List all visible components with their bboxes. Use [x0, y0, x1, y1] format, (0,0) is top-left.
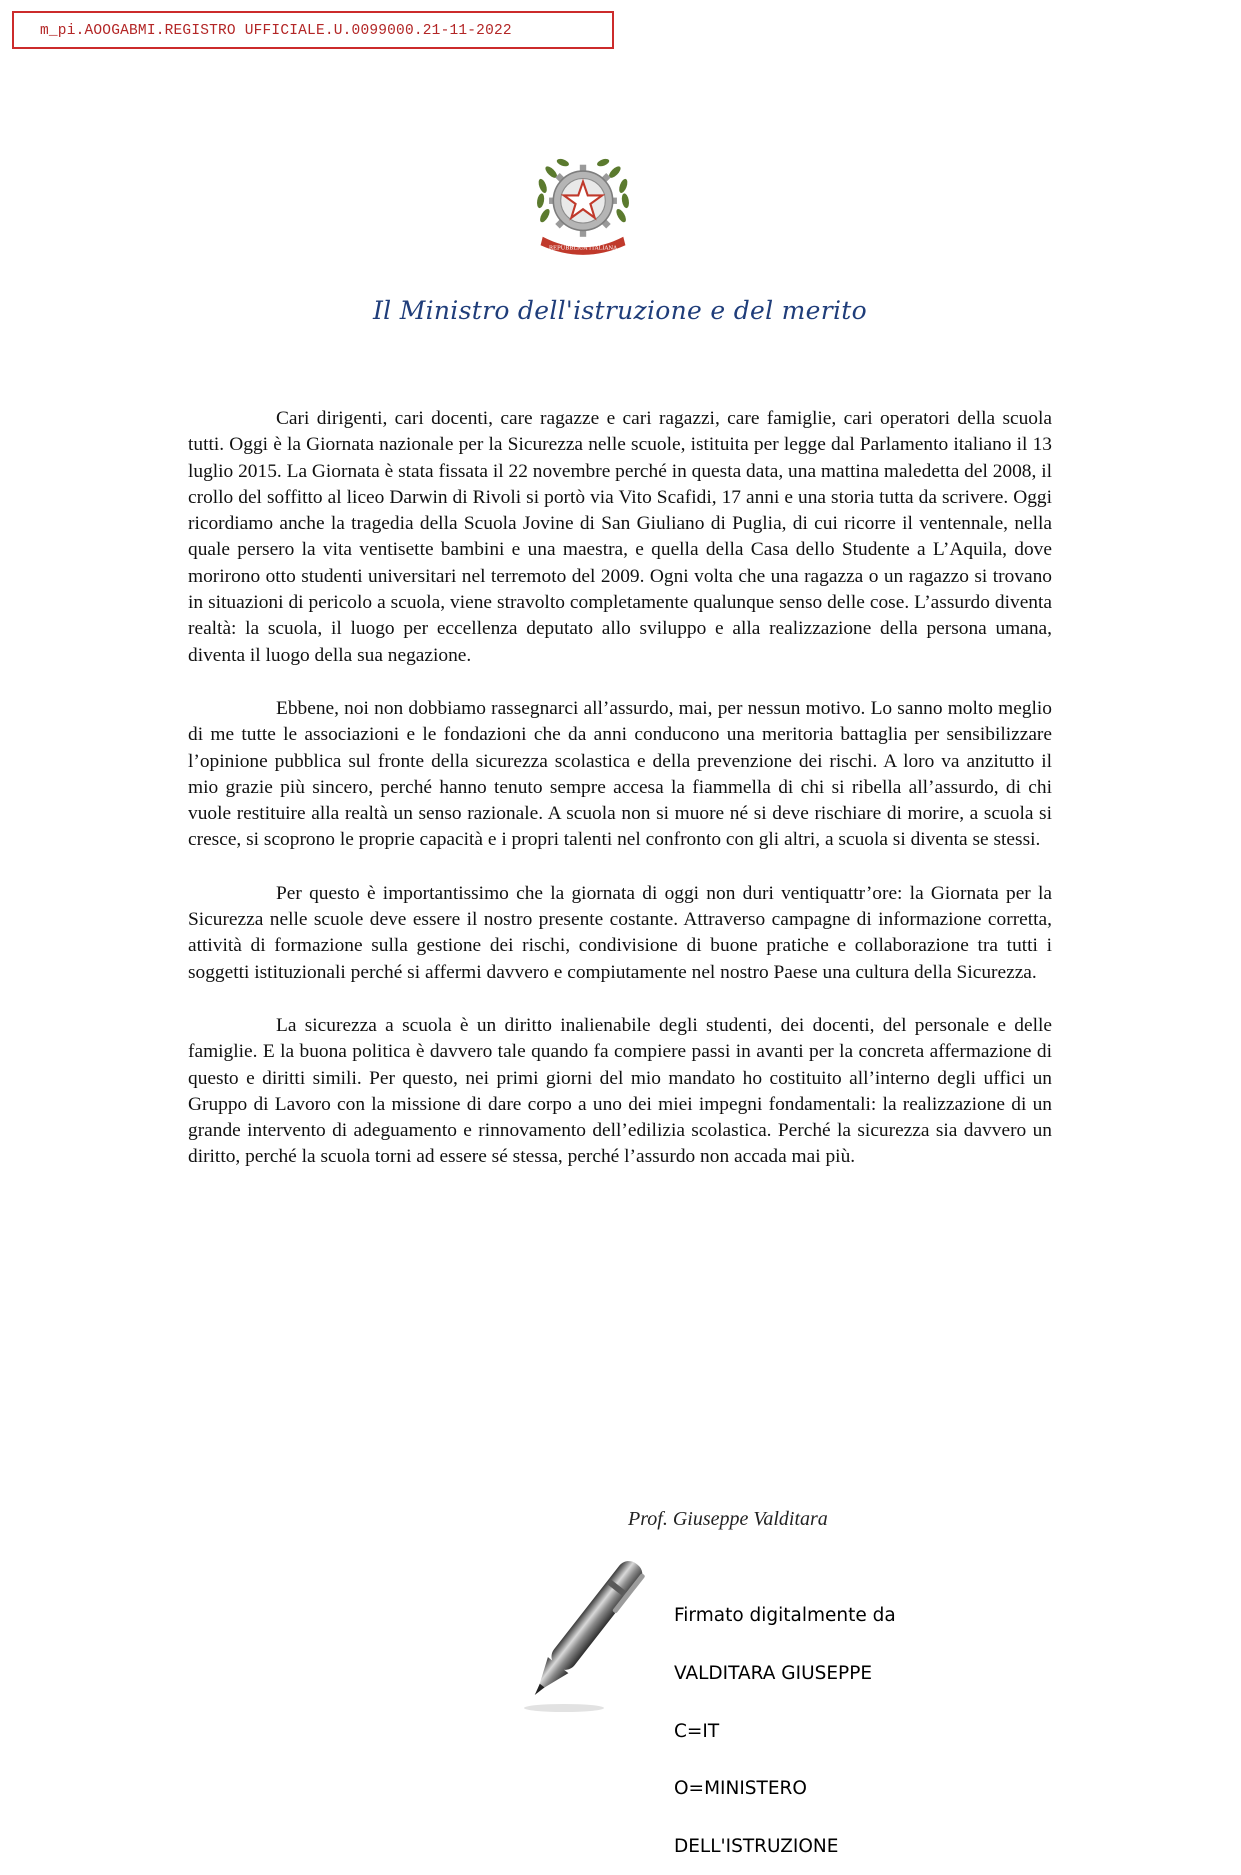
letter-paragraph: La sicurezza a scuola è un diritto inalienabile degli studenti, dei docenti, del personale e delle famiglie. E la buona politica è davvero tale quando fa compiere passi in avanti per la concreta affermazione di questo e diritti simili. Per questo, nei primi giorni del mio mandato ho costituito all’interno degli uffici un Gruppo di Lavoro con la missione di dare corpo a uno dei miei impegni fondamentali: la realizzazione di un grande intervento di adeguamento e rinnovamento dell’edilizia scolastica. Perché la sicurezza sia davvero un diritto, perché la scuola torni ad essere sé stessa, perché l’assurdo non accada mai più. — [188, 1014, 1052, 1168]
emblem-ribbon-text: REPUBBLICA ITALIANA — [548, 245, 618, 252]
pen-icon — [508, 1550, 660, 1715]
digital-signature-country: C=IT — [674, 1720, 720, 1742]
protocol-stamp: m_pi.AOOGABMI.REGISTRO UFFICIALE.U.0099000.21-11-2022 — [12, 11, 614, 49]
digital-signature-name: VALDITARA GIUSEPPE — [674, 1663, 873, 1685]
digital-signature-org-cont: DELL'ISTRUZIONE — [674, 1835, 839, 1857]
repubblica-italiana-emblem-icon — [530, 152, 636, 258]
digital-signature-org: O=MINISTERO — [674, 1778, 807, 1800]
ministry-heading: Il Ministro dell'istruzione e del merito — [372, 296, 867, 325]
letter-paragraph: Ebbene, noi non dobbiamo rassegnarci all’assurdo, mai, per nessun motivo. Lo sanno molto meglio di me tutte le associazioni e le fondazioni che da anni conducono una meritoria battaglia per sensibilizzare l’opinione pubblica sul fronte della sicurezza scolastica e della prevenzione dei rischi. A loro va anzitutto il mio grazie più sincero, perché hanno tenuto sempre accesa la fiammella di chi si ribella all’assurdo, di chi vuole restituire alla realtà un senso razionale. A scuola non si muore né si deve rischiare di morire, a scuola si cresce, si scoprono le proprie capacità e i propri talenti nel confronto con gli altri, a scuola si diventa se stessi. — [188, 697, 1052, 851]
digital-signature-label: Firmato digitalmente da — [674, 1605, 896, 1627]
signer-name: Prof. Giuseppe Valditara — [628, 1508, 828, 1530]
letter-paragraph: Per questo è importantissimo che la giornata di oggi non duri ventiquattr’ore: la Giornata per la Sicurezza nelle scuole deve essere il nostro presente costante. Attraverso campagne di informazione corretta, attività di formazione sulla gestione dei rischi, condivisione di buone pratiche e collaborazione tra tutti i soggetti istituzionali perché si affermi davvero e compiutamente nel nostro Paese una cultura della Sicurezza. — [188, 882, 1052, 983]
digital-signature-block — [674, 1568, 896, 1875]
letter-paragraph: Cari dirigenti, cari docenti, care ragazze e cari ragazzi, care famiglie, cari operatori della scuola tutti. Oggi è la Giornata nazionale per la Sicurezza nelle scuole, istituita per legge dal Parlamento italiano il 13 luglio 2015. La Giornata è stata fissata il 22 novembre perché in questa data, una mattina maledetta del 2008, il crollo del soffitto al liceo Darwin di Rivoli si portò via Vito Scafidi, 17 anni e una storia tutta da scrivere. Oggi ricordiamo anche la tragedia della Scuola Jovine di San Giuliano di Puglia, di cui ricorre il ventennale, nella quale persero la vita ventisette bambini e una maestra, e quella della Casa dello Studente a L’Aquila, dove morirono otto studenti universitari nel terremoto del 2009. Ogni volta che una ragazza o un ragazzo si trovano in situazioni di pericolo a scuola, viene stravolto completamente qualunque senso delle cose. L’assurdo diventa realtà: la scuola, il luogo per eccellenza deputato allo sviluppo e alla realizzazione della persona umana, diventa il luogo della sua negazione. — [188, 408, 1052, 666]
letter-body — [188, 406, 1052, 1198]
